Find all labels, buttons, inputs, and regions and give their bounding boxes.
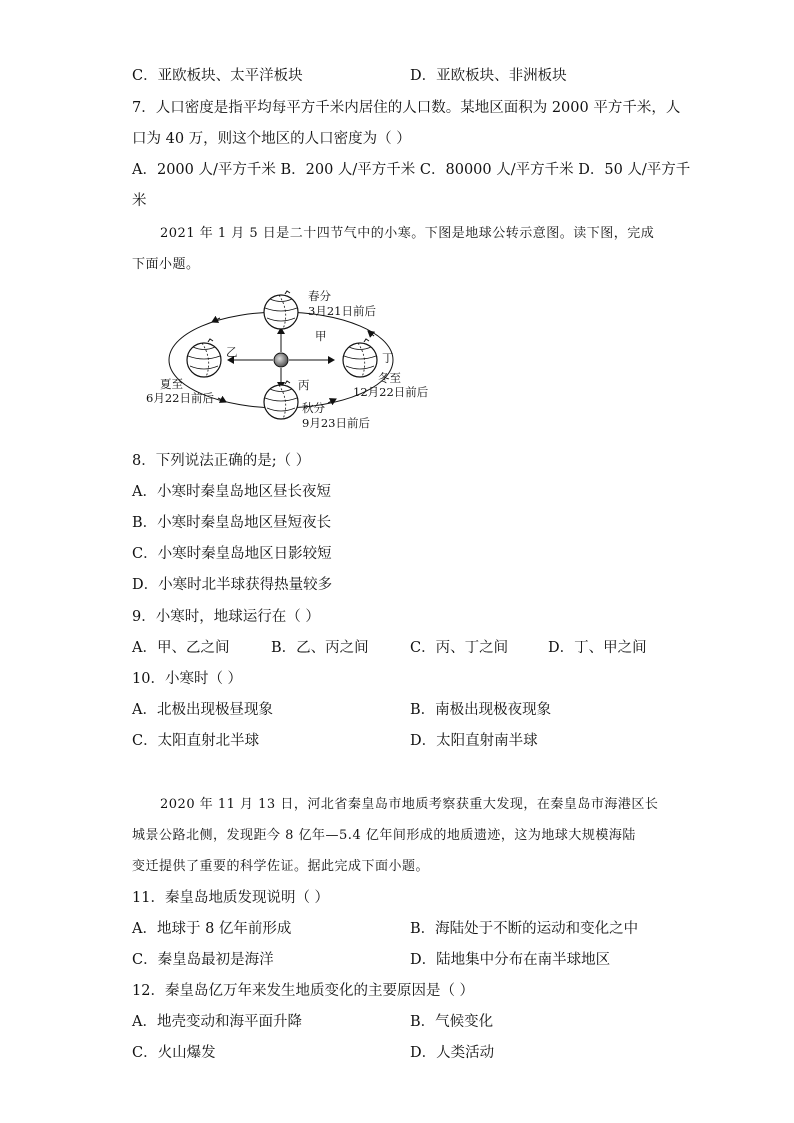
material2-line3: 变迁提供了重要的科学佐证。据此完成下面小题。	[132, 859, 430, 874]
earth-summer-icon	[187, 339, 221, 377]
q10-option-a: A．北极出现极昼现象	[132, 702, 273, 718]
material2-line1: 2020 年 11 月 13 日，河北省秦皇岛市地质考察获重大发现，在秦皇岛市海港区长	[160, 797, 659, 812]
q8-option-d: D．小寒时北半球获得热量较多	[132, 577, 333, 593]
q12-option-d: D．人类活动	[410, 1045, 495, 1061]
earth-autumn-icon	[264, 381, 298, 419]
q7-stem-line1: 7．人口密度是指平均每平方千米内居住的人口数。某地区面积为 2000 平方千米，人	[132, 100, 681, 116]
q10-option-d: D．太阳直射南半球	[410, 733, 538, 749]
q12-stem: 12．秦皇岛亿万年来发生地质变化的主要原因是（ ）	[132, 983, 475, 999]
q10-option-c: C．太阳直射北半球	[132, 733, 260, 749]
q11-option-c: C．秦皇岛最初是海洋	[132, 952, 274, 968]
q8-option-c: C．小寒时秦皇岛地区日影较短	[132, 546, 332, 562]
q12-option-a: A．地壳变动和海平面升降	[132, 1014, 302, 1030]
label-autumn: 秋分	[302, 401, 325, 415]
q9-stem: 9．小寒时，地球运行在（ ）	[132, 609, 320, 625]
earth-winter-icon	[343, 339, 377, 377]
sun-icon	[274, 353, 288, 367]
q8-option-b: B．小寒时秦皇岛地区昼短夜长	[132, 515, 332, 531]
q7-stem-line2: 口为 40 万，则这个地区的人口密度为（ ）	[132, 131, 411, 147]
label-jia: 甲	[315, 329, 327, 343]
q9-option-c: C．丙、丁之间	[410, 640, 509, 656]
q7-options: A．2000 人/平方千米 B．200 人/平方千米 C．80000 人/平方千米 D．50 人/平方千	[132, 162, 691, 178]
q6-option-c: C．亚欧板块、太平洋板块	[132, 68, 303, 84]
label-ding: 丁	[382, 351, 394, 365]
label-winter: 冬至	[378, 371, 401, 385]
material1-line1: 2021 年 1 月 5 日是二十四节气中的小寒。下图是地球公转示意图。读下图，完成	[160, 226, 655, 241]
q9-option-b: B．乙、丙之间	[271, 640, 369, 656]
q12-option-b: B．气候变化	[410, 1014, 494, 1030]
q11-option-a: A．地球于 8 亿年前形成	[132, 921, 292, 937]
label-bing: 丙	[298, 378, 310, 392]
q11-option-d: D．陆地集中分布在南半球地区	[410, 952, 611, 968]
q11-option-b: B．海陆处于不断的运动和变化之中	[410, 921, 639, 937]
q8-option-a: A．小寒时秦皇岛地区昼长夜短	[132, 484, 331, 500]
q8-stem: 8．下列说法正确的是;（ ）	[132, 453, 311, 469]
earth-spring-icon	[264, 291, 298, 329]
material1-line2: 下面小题。	[132, 257, 200, 272]
q10-stem: 10．小寒时（ ）	[132, 671, 243, 687]
q7-options-wrap: 米	[132, 193, 147, 209]
label-spring: 春分	[308, 289, 331, 303]
label-autumn-date: 9月23日前后	[302, 416, 370, 430]
q10-option-b: B．南极出现极夜现象	[410, 702, 552, 718]
earth-orbit-diagram	[146, 288, 450, 436]
label-yi: 乙	[226, 345, 238, 359]
q9-option-a: A．甲、乙之间	[132, 640, 230, 656]
label-summer-date: 6月22日前后	[146, 391, 214, 405]
q6-option-d: D．亚欧板块、非洲板块	[410, 68, 567, 84]
label-summer: 夏至	[160, 377, 183, 391]
q12-option-c: C．火山爆发	[132, 1045, 216, 1061]
q9-option-d: D．丁、甲之间	[548, 640, 647, 656]
label-winter-date: 12月22日前后	[353, 385, 429, 399]
label-spring-date: 3月21日前后	[308, 304, 376, 318]
q11-stem: 11．秦皇岛地质发现说明（ ）	[132, 890, 330, 906]
material2-line2: 城景公路北侧，发现距今 8 亿年—5.4 亿年间形成的地质遗迹，这为地球大规模海陆	[132, 828, 636, 843]
